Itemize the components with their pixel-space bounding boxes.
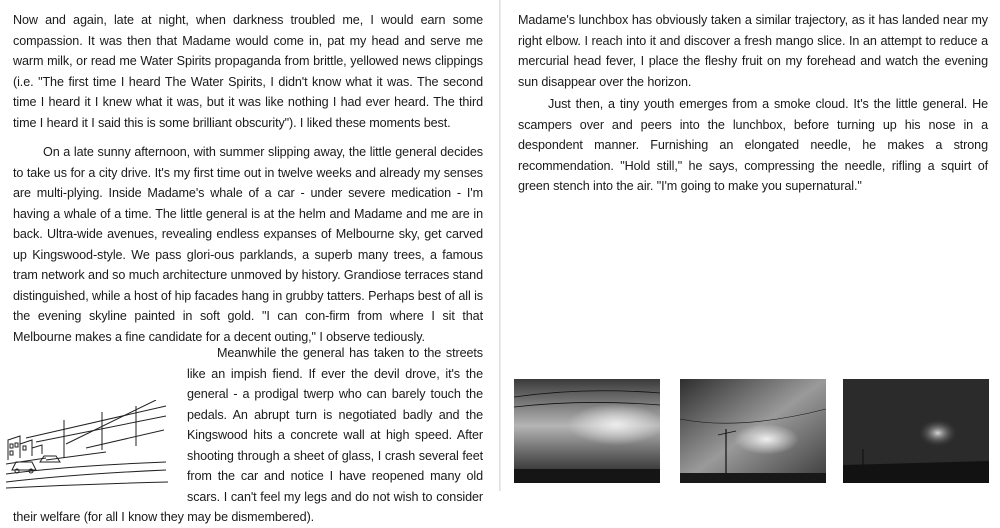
paragraph-3-text: Meanwhile the general has taken to the streets like an impish fiend. If ever the devil drove, it's the general - a prodigal twerp who can barely touch the pedals. An abrupt turn is negotiated badly and the Kingswood hits a concrete wall at high speed. After shooting through a sheet of glass, I crash several feet from the car and notice I have reopened many old scars. I can't feel my legs and do not wish to consider their welfare (for all I know they may be dismembered). [13, 346, 483, 524]
left-page [0, 0, 500, 524]
paragraph-5: Just then, a tiny youth emerges from a smoke cloud. It's the little general. He scampers over and peers into the lunchbox, before turning up his nose in a despondent manner. Furnishing an elongated needle, he makes a strong recommendation. "Hold still," he says, compressing the needle, rifling a squirt of green stench into the air. "I'm going to make you supernatural." [518, 97, 988, 193]
paragraph-1: Now and again, late at night, when darkness troubled me, I would earn some compassion. It was then that Madame would come in, pat my head and serve me warm milk, or read me Water Spirits propaganda from brittle, yellowed news clippings (i.e. "The first time I heard The Water Spirits, I didn't know what it was. The second time I heard it I knew what it was, but it was like nothing I had ever heard. The third time I heard it I said this is some brilliant obscurity"). I liked these moments best. [13, 13, 483, 130]
sky-photo-2 [680, 379, 826, 483]
street-sketch-illustration [6, 400, 168, 490]
paragraph-4: Madame's lunchbox has obviously taken a similar trajectory, as it has landed near my right elbow. I reach into it and discover a fresh mango slice. In an attempt to reduce a mercurial head fever, I place the fleshy fruit on my forehead and watch the evening sun disappear over the horizon. [518, 13, 988, 89]
paragraph-2: On a late sunny afternoon, with summer slipping away, the little general decides to take us for a city drive. It's my first time out in twelve weeks and already my senses are multi-plying. Inside Madame's whale of a car - under severe medication - I'm having a whale of a time. The little general is at the helm and Madame and me are in back. Ultra-wide avenues, revealing endless expanses of Melbourne sky, get carved up Kingswood-style. We pass glori-ous parklands, a superb many trees, a famous tram network and so much architecture unmoved by history. Grandiose terraces stand distinguished, while a host of hip facades hang in grubby tatters. Perhaps best of all is the evening skyline painted in soft gold. "I can con-firm from where I sit that Melbourne makes a fine candidate for a decent outing," I observe tediously. [13, 145, 483, 344]
sky-photo-3 [843, 379, 989, 483]
right-page [500, 0, 1000, 491]
sky-photo-1 [514, 379, 660, 483]
